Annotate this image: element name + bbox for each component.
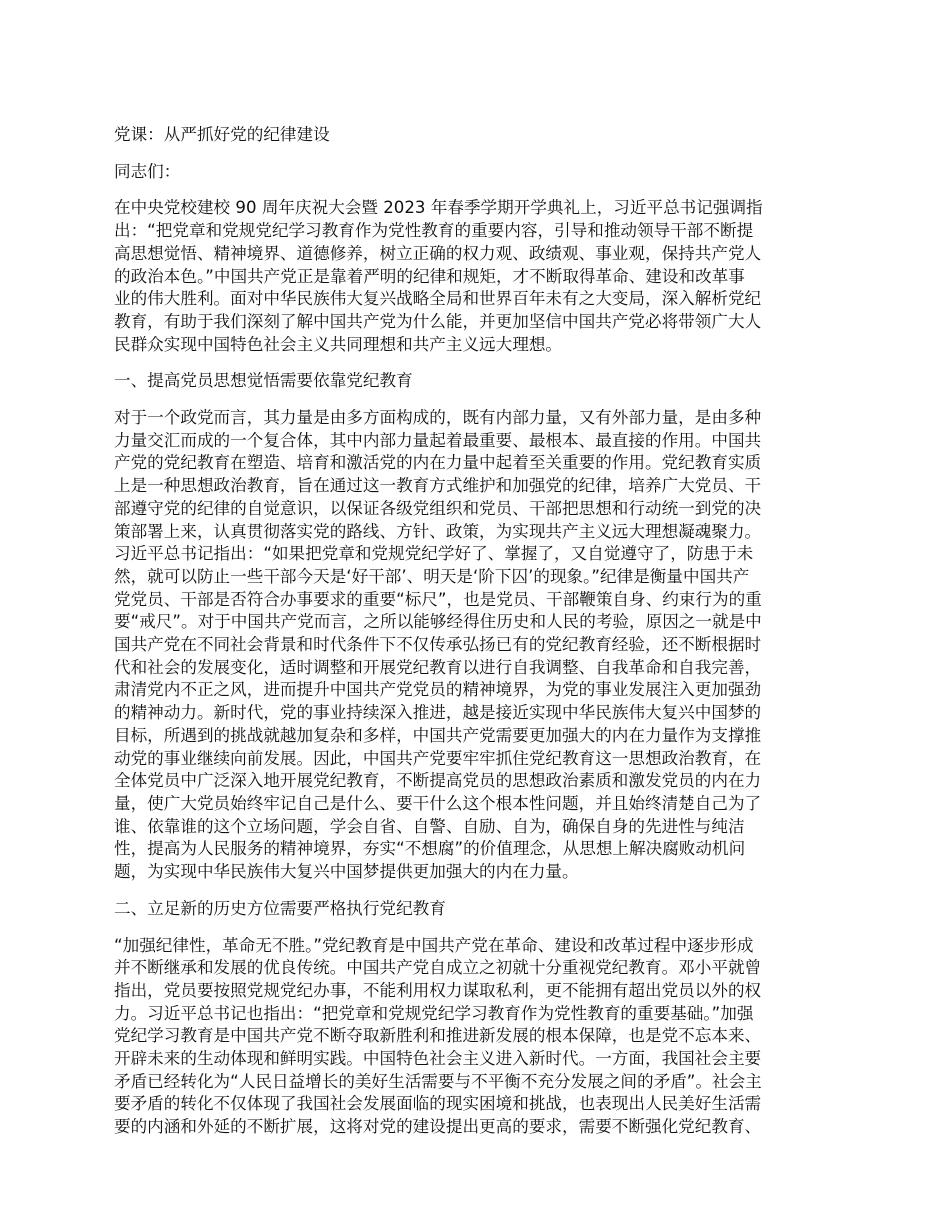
text-line: 指出，党员要按照党规党纪办事，不能利用权力谋取私利，更不能拥有超出党员以外的权	[114, 980, 762, 1000]
text-line: 策部署上来，认真贯彻落实党的路线、方针、政策，为实现共产主义远大理想凝魂聚力。	[114, 521, 762, 541]
text-line: 国共产党在不同社会背景和时代条件下不仅传承弘扬已有的党纪教育经验，还不断根据时	[114, 635, 762, 655]
text-line: 目标，所遇到的挑战就越加复杂和多样，中国共产党需要更加强大的内在力量作为支撑推	[114, 725, 762, 745]
text-line: 在中央党校建校 90 周年庆祝大会暨 2023 年春季学期开学典礼上，习近平总书记强调指	[114, 198, 763, 218]
text-line: 产党的党纪教育在塑造、培育和激活党的内在力量中起着至关重要的作用。党纪教育实质	[114, 453, 762, 473]
text-line: 谁、依靠谁的这个立场问题，学会自省、自警、自励、自为，确保自身的先进性与纯洁	[114, 816, 745, 836]
greeting: 同志们：	[114, 161, 181, 181]
text-line: 量，使广大党员始终牢记自己是什么、要干什么这个根本性问题，并且始终清楚自己为了	[114, 793, 762, 813]
text-line: 力量交汇而成的一个复合体，其中内部力量起着最重要、最根本、最直接的作用。中国共	[114, 430, 762, 450]
text-line: 代和社会的发展变化，适时调整和开展党纪教育以进行自我调整、自我革命和自我完善，	[114, 657, 762, 677]
text-line: 部遵守党的纪律的自觉意识，以保证各级党组织和党员、干部把思想和行动统一到党的决	[114, 498, 762, 518]
text-line: 然，就可以防止一些干部今天是‘好干部’、明天是‘阶下囚’的现象。”纪律是衡量中国共产	[114, 566, 750, 586]
text-line: 题，为实现中华民族伟大复兴中国梦提供更加强大的内在力量。	[114, 862, 579, 882]
document-page	[114, 124, 840, 1139]
text-line: 要“戒尺”。对于中国共产党而言，之所以能够经得住历史和人民的考验，原因之一就是中	[114, 612, 762, 632]
text-line: 业的伟大胜利。面对中华民族伟大复兴战略全局和世界百年未有之大变局，深入解析党纪	[114, 289, 762, 309]
text-line: 的精神动力。新时代，党的事业持续深入推进，越是接近实现中华民族伟大复兴中国梦的	[114, 703, 762, 723]
text-line: 习近平总书记指出：“如果把党章和党规党纪学好了、掌握了，又自觉遵守了，防患于未	[114, 544, 754, 564]
text-line: 上是一种思想政治教育，旨在通过这一教育方式维护和加强党的纪律，培养广大党员、干	[114, 476, 762, 496]
text-line: 的政治本色。”中国共产党正是靠着严明的纪律和规矩，才不断取得革命、建设和改革事	[114, 266, 745, 286]
document-title: 党课：从严抓好党的纪律建设	[114, 125, 330, 144]
text-line: 开辟未来的生动体现和鲜明实践。中国特色社会主义进入新时代。一方面，我国社会主要	[114, 1049, 762, 1069]
text-line: 性，提高为人民服务的精神境界，夯实“不想腐”的价值理念，从思想上解决腐败动机问	[114, 839, 746, 859]
section-2-heading: 二、立足新的历史方位需要严格执行党纪教育	[114, 898, 446, 918]
paragraph-section-2	[114, 935, 840, 1139]
text-line: 党党员、干部是否符合办事要求的重要“标尺”，也是党员、干部鞭策自身、约束行为的重	[114, 589, 762, 609]
text-line: 全体党员中广泛深入地开展党纪教育，不断提高党员的思想政治素质和激发党员的内在力	[114, 771, 762, 791]
text-line: 力。习近平总书记也指出：“把党章和党规党纪学习教育作为党性教育的重要基础。”加强	[114, 1003, 754, 1023]
text-line: 并不断继承和发展的优良传统。中国共产党自成立之初就十分重视党纪教育。邓小平就曾	[114, 958, 762, 978]
text-line: 要矛盾的转化不仅体现了我国社会发展面临的现实困境和挑战，也表现出人民美好生活需	[114, 1094, 762, 1114]
text-line: 动党的事业继续向前发展。因此，中国共产党要牢牢抓住党纪教育这一思想政治教育，在	[114, 748, 762, 768]
text-line: 对于一个政党而言，其力量是由多方面构成的，既有内部力量，又有外部力量，是由多种	[114, 408, 762, 428]
paragraph-intro	[114, 197, 840, 356]
text-line: 矛盾已经转化为“人民日益增长的美好生活需要与不平衡不充分发展之间的矛盾”。社会主	[114, 1071, 762, 1091]
text-line: 要的内涵和外延的不断扩展，这将对党的建设提出更高的要求，需要不断强化党纪教育、	[114, 1117, 762, 1137]
text-line: 民群众实现中国特色社会主义共同理想和共产主义远大理想。	[114, 334, 563, 354]
paragraph-section-1	[114, 407, 840, 884]
text-line: “加强纪律性，革命无不胜。”党纪教育是中国共产党在革命、建设和改革过程中逐步形成	[114, 935, 754, 955]
text-line: 肃清党内不正之风，进而提升中国共产党党员的精神境界，为党的事业发展注入更加强劲	[114, 680, 762, 700]
text-line: 出：“把党章和党规党纪学习教育作为党性教育的重要内容，引导和推动领导干部不断提	[114, 221, 754, 241]
text-line: 教育，有助于我们深刻了解中国共产党为什么能，并更加坚信中国共产党必将带领广大人	[114, 311, 762, 331]
text-line: 高思想觉悟、精神境界、道德修养，树立正确的权力观、政绩观、事业观，保持共产党人	[114, 243, 762, 263]
section-1-heading: 一、提高党员思想觉悟需要依靠党纪教育	[114, 371, 413, 391]
text-line: 党纪学习教育是中国共产党不断夺取新胜利和推进新发展的根本保障，也是党不忘本来、	[114, 1026, 762, 1046]
